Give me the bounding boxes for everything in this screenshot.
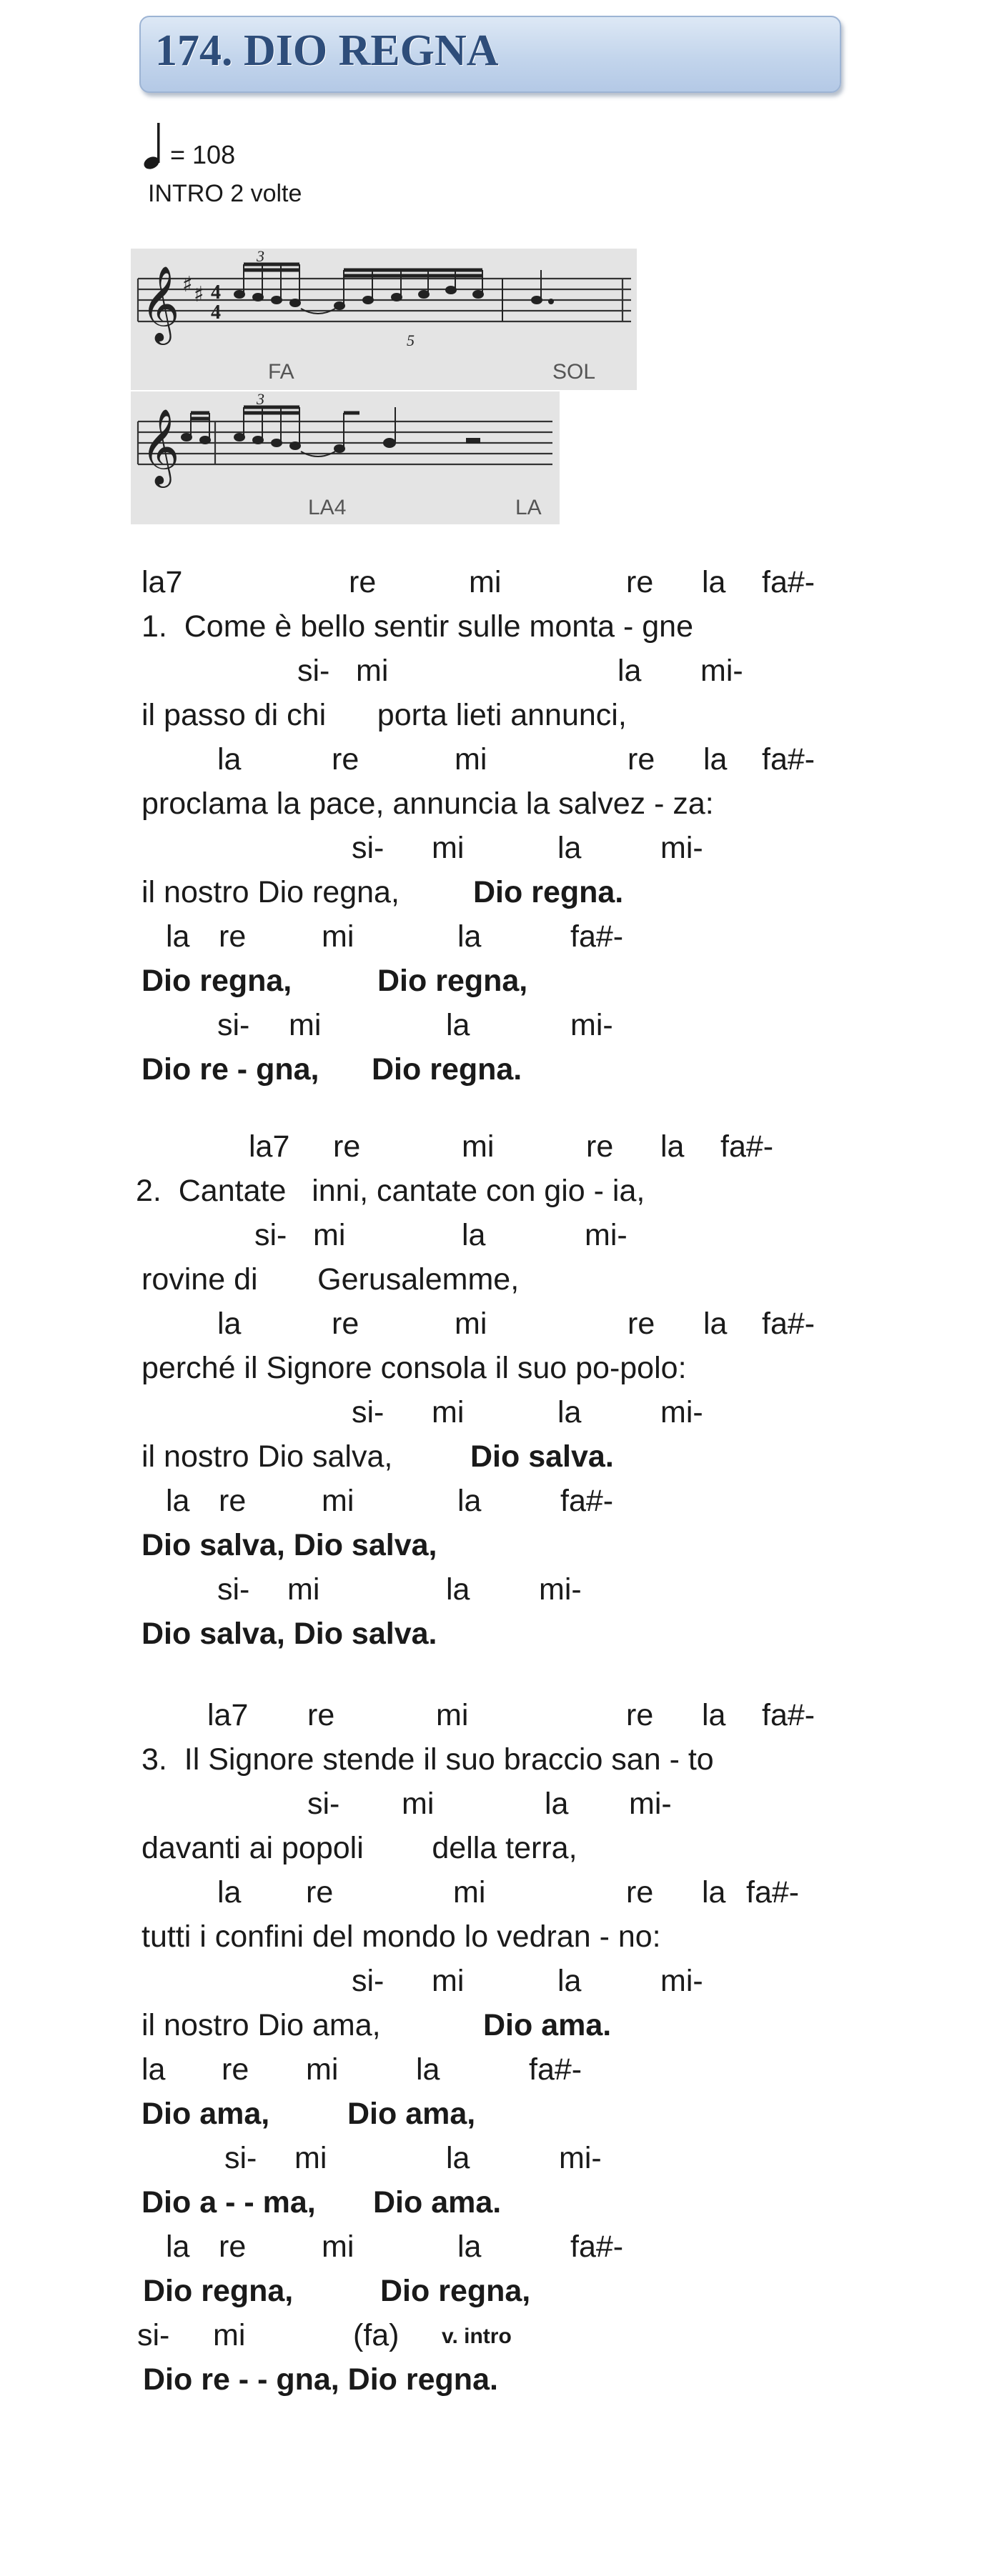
staff-chord-label: FA xyxy=(268,360,294,384)
chord: la xyxy=(166,2230,190,2264)
chord: si- xyxy=(352,1964,385,1998)
chord: si- xyxy=(352,1395,385,1429)
chord: mi xyxy=(432,1964,465,1998)
chord: mi xyxy=(294,2141,327,2175)
chord: re xyxy=(626,1875,654,1909)
treble-clef-icon: 𝄞 xyxy=(141,408,180,484)
chord: la xyxy=(703,1307,728,1341)
chord: mi xyxy=(469,565,502,599)
chord: re xyxy=(219,1484,247,1518)
lyric-line: 1. Come è bello sentir sulle monta - gne xyxy=(142,609,694,644)
chord: mi xyxy=(356,654,389,688)
chord: la xyxy=(702,1698,726,1732)
chord: la xyxy=(462,1218,486,1252)
chord: la xyxy=(457,919,482,954)
refrain-text: Dio ama. xyxy=(373,2185,502,2220)
treble-clef-icon: 𝄞 xyxy=(141,265,180,341)
lyric-line: perché il Signore consola il suo po-polo: xyxy=(142,1351,687,1385)
chord: re xyxy=(626,1698,654,1732)
chord: fa#- xyxy=(529,2052,582,2087)
chord: re xyxy=(586,1129,614,1164)
refrain-text: Dio ama, xyxy=(347,2097,476,2131)
chord: la7 xyxy=(249,1129,290,1164)
lyric-line: 3. Il Signore stende il suo braccio san - to xyxy=(142,1742,714,1777)
chord: mi xyxy=(462,1129,495,1164)
refrain-text: Dio re - gna, xyxy=(142,1052,319,1087)
chord: la xyxy=(166,1484,190,1518)
svg-text:♯: ♯ xyxy=(182,272,193,297)
chord: mi xyxy=(432,1395,465,1429)
chord: si- xyxy=(352,831,385,865)
svg-text:♯: ♯ xyxy=(194,282,204,307)
chord: la xyxy=(416,2052,440,2087)
quarter-note-icon xyxy=(143,120,164,170)
tuplet-label: 3 xyxy=(257,249,264,265)
title-banner xyxy=(139,16,841,93)
staff-chord-label: LA4 xyxy=(308,496,347,519)
chord: fa#- xyxy=(746,1875,800,1909)
chord: mi- xyxy=(539,1572,582,1607)
chord: mi xyxy=(313,1218,346,1252)
chord: la xyxy=(166,919,190,954)
chord: si- xyxy=(224,2141,257,2175)
chord: la7 xyxy=(207,1698,249,1732)
chord: la xyxy=(557,831,582,865)
refrain-text: Dio ama. xyxy=(483,2008,612,2042)
lyric-line: proclama la pace, annuncia la salvez - za: xyxy=(142,787,714,821)
chord: la xyxy=(446,1008,470,1042)
chord: la7 xyxy=(142,565,183,599)
chord: re xyxy=(628,742,655,777)
chord: mi xyxy=(436,1698,469,1732)
chord: mi xyxy=(432,831,465,865)
chord: re xyxy=(349,565,377,599)
intro-instruction: INTRO 2 volte xyxy=(148,180,302,207)
chord: la xyxy=(217,1875,242,1909)
chord: la xyxy=(702,565,726,599)
chord: mi xyxy=(287,1572,320,1607)
chord: mi xyxy=(322,1484,354,1518)
lyric-line: il nostro Dio salva, xyxy=(142,1439,393,1474)
chord: la xyxy=(702,1875,726,1909)
svg-text:4: 4 xyxy=(211,301,221,324)
chord: fa#- xyxy=(570,919,624,954)
chord: la xyxy=(457,1484,482,1518)
chord: la xyxy=(142,2052,166,2087)
lyric-line: tutti i confini del mondo lo vedran - no: xyxy=(142,1919,661,1954)
chord: mi xyxy=(453,1875,486,1909)
chord: mi xyxy=(289,1008,322,1042)
chord: mi xyxy=(322,919,354,954)
tempo-value: = 108 xyxy=(170,140,236,169)
refrain-text: Dio salva. xyxy=(470,1439,614,1474)
chord: si- xyxy=(307,1787,340,1821)
chord: si- xyxy=(297,654,330,688)
tuplet-label: 5 xyxy=(407,331,415,349)
chord: si- xyxy=(217,1008,250,1042)
lyric-line: davanti ai popoli della terra, xyxy=(142,1831,577,1865)
refrain-text: Dio salva, Dio salva. xyxy=(142,1617,437,1651)
lyric-line: 2. Cantate inni, cantate con gio - ia, xyxy=(136,1174,645,1208)
chord: mi- xyxy=(629,1787,672,1821)
chord: la xyxy=(217,742,242,777)
chord: re xyxy=(628,1307,655,1341)
chord: mi- xyxy=(700,654,743,688)
chord: mi xyxy=(402,1787,435,1821)
chord: la xyxy=(660,1129,685,1164)
refrain-text: Dio ama, xyxy=(142,2097,270,2131)
song-title: 174. DIO REGNA xyxy=(155,26,499,75)
refrain-text: Dio a - - ma, xyxy=(142,2185,316,2220)
chord: la xyxy=(446,1572,470,1607)
lyric-line: il passo di chi porta lieti annunci, xyxy=(142,698,627,732)
chord: re xyxy=(306,1875,334,1909)
refrain-text: Dio regna, xyxy=(143,2274,294,2308)
chord: re xyxy=(219,2230,247,2264)
refrain-text: Dio re - - gna, Dio regna. xyxy=(143,2362,498,2397)
chord: la xyxy=(545,1787,569,1821)
chord: la xyxy=(557,1964,582,1998)
chord: fa#- xyxy=(720,1129,774,1164)
chord: fa#- xyxy=(762,1307,815,1341)
chord: la xyxy=(217,1307,242,1341)
staff-chord-label: LA xyxy=(515,496,542,519)
chord: re xyxy=(307,1698,335,1732)
chord: (fa) xyxy=(353,2318,400,2352)
refrain-text: Dio regna, xyxy=(142,964,292,998)
chord: fa#- xyxy=(560,1484,614,1518)
chord: mi xyxy=(455,1307,487,1341)
chord: mi- xyxy=(660,1964,703,1998)
refrain-text: Dio regna, xyxy=(377,964,528,998)
chord: la xyxy=(703,742,728,777)
lyric-line: rovine di Gerusalemme, xyxy=(142,1262,520,1297)
chord: si- xyxy=(254,1218,287,1252)
chord: re xyxy=(332,742,359,777)
music-staff-1 xyxy=(131,249,637,390)
chord: re xyxy=(222,2052,249,2087)
chord: fa#- xyxy=(570,2230,624,2264)
chord: la xyxy=(617,654,642,688)
chord: mi xyxy=(322,2230,354,2264)
chord: mi xyxy=(455,742,487,777)
chord: mi xyxy=(213,2318,246,2352)
lyric-line: il nostro Dio ama, xyxy=(142,2008,381,2042)
svg-text:4: 4 xyxy=(211,281,221,304)
lyric-line: il nostro Dio regna, xyxy=(142,875,400,909)
refrain-text: Dio salva, Dio salva, xyxy=(142,1528,437,1562)
chord: la xyxy=(446,2141,470,2175)
chord: fa#- xyxy=(762,565,815,599)
chord: mi- xyxy=(559,2141,602,2175)
tempo-marking xyxy=(143,120,235,170)
chord: si- xyxy=(217,1572,250,1607)
chord: re xyxy=(333,1129,361,1164)
refrain-text: Dio regna. xyxy=(473,875,624,909)
refrain-text: Dio regna. xyxy=(372,1052,522,1087)
chord: la xyxy=(557,1395,582,1429)
refrain-text: Dio regna, xyxy=(380,2274,531,2308)
music-staff-2 xyxy=(131,391,560,524)
chord: mi- xyxy=(570,1008,613,1042)
staff-chord-label: SOL xyxy=(552,360,596,384)
tuplet-label: 3 xyxy=(257,391,264,408)
chord: mi xyxy=(306,2052,339,2087)
chord: mi- xyxy=(660,1395,703,1429)
chord: re xyxy=(626,565,654,599)
chord: si- xyxy=(137,2318,170,2352)
chord: re xyxy=(219,919,247,954)
repeat-note: v. intro xyxy=(442,2325,512,2348)
chord: mi- xyxy=(585,1218,628,1252)
chord: mi- xyxy=(660,831,703,865)
chord: re xyxy=(332,1307,359,1341)
chord: fa#- xyxy=(762,1698,815,1732)
chord: fa#- xyxy=(762,742,815,777)
chord: la xyxy=(457,2230,482,2264)
